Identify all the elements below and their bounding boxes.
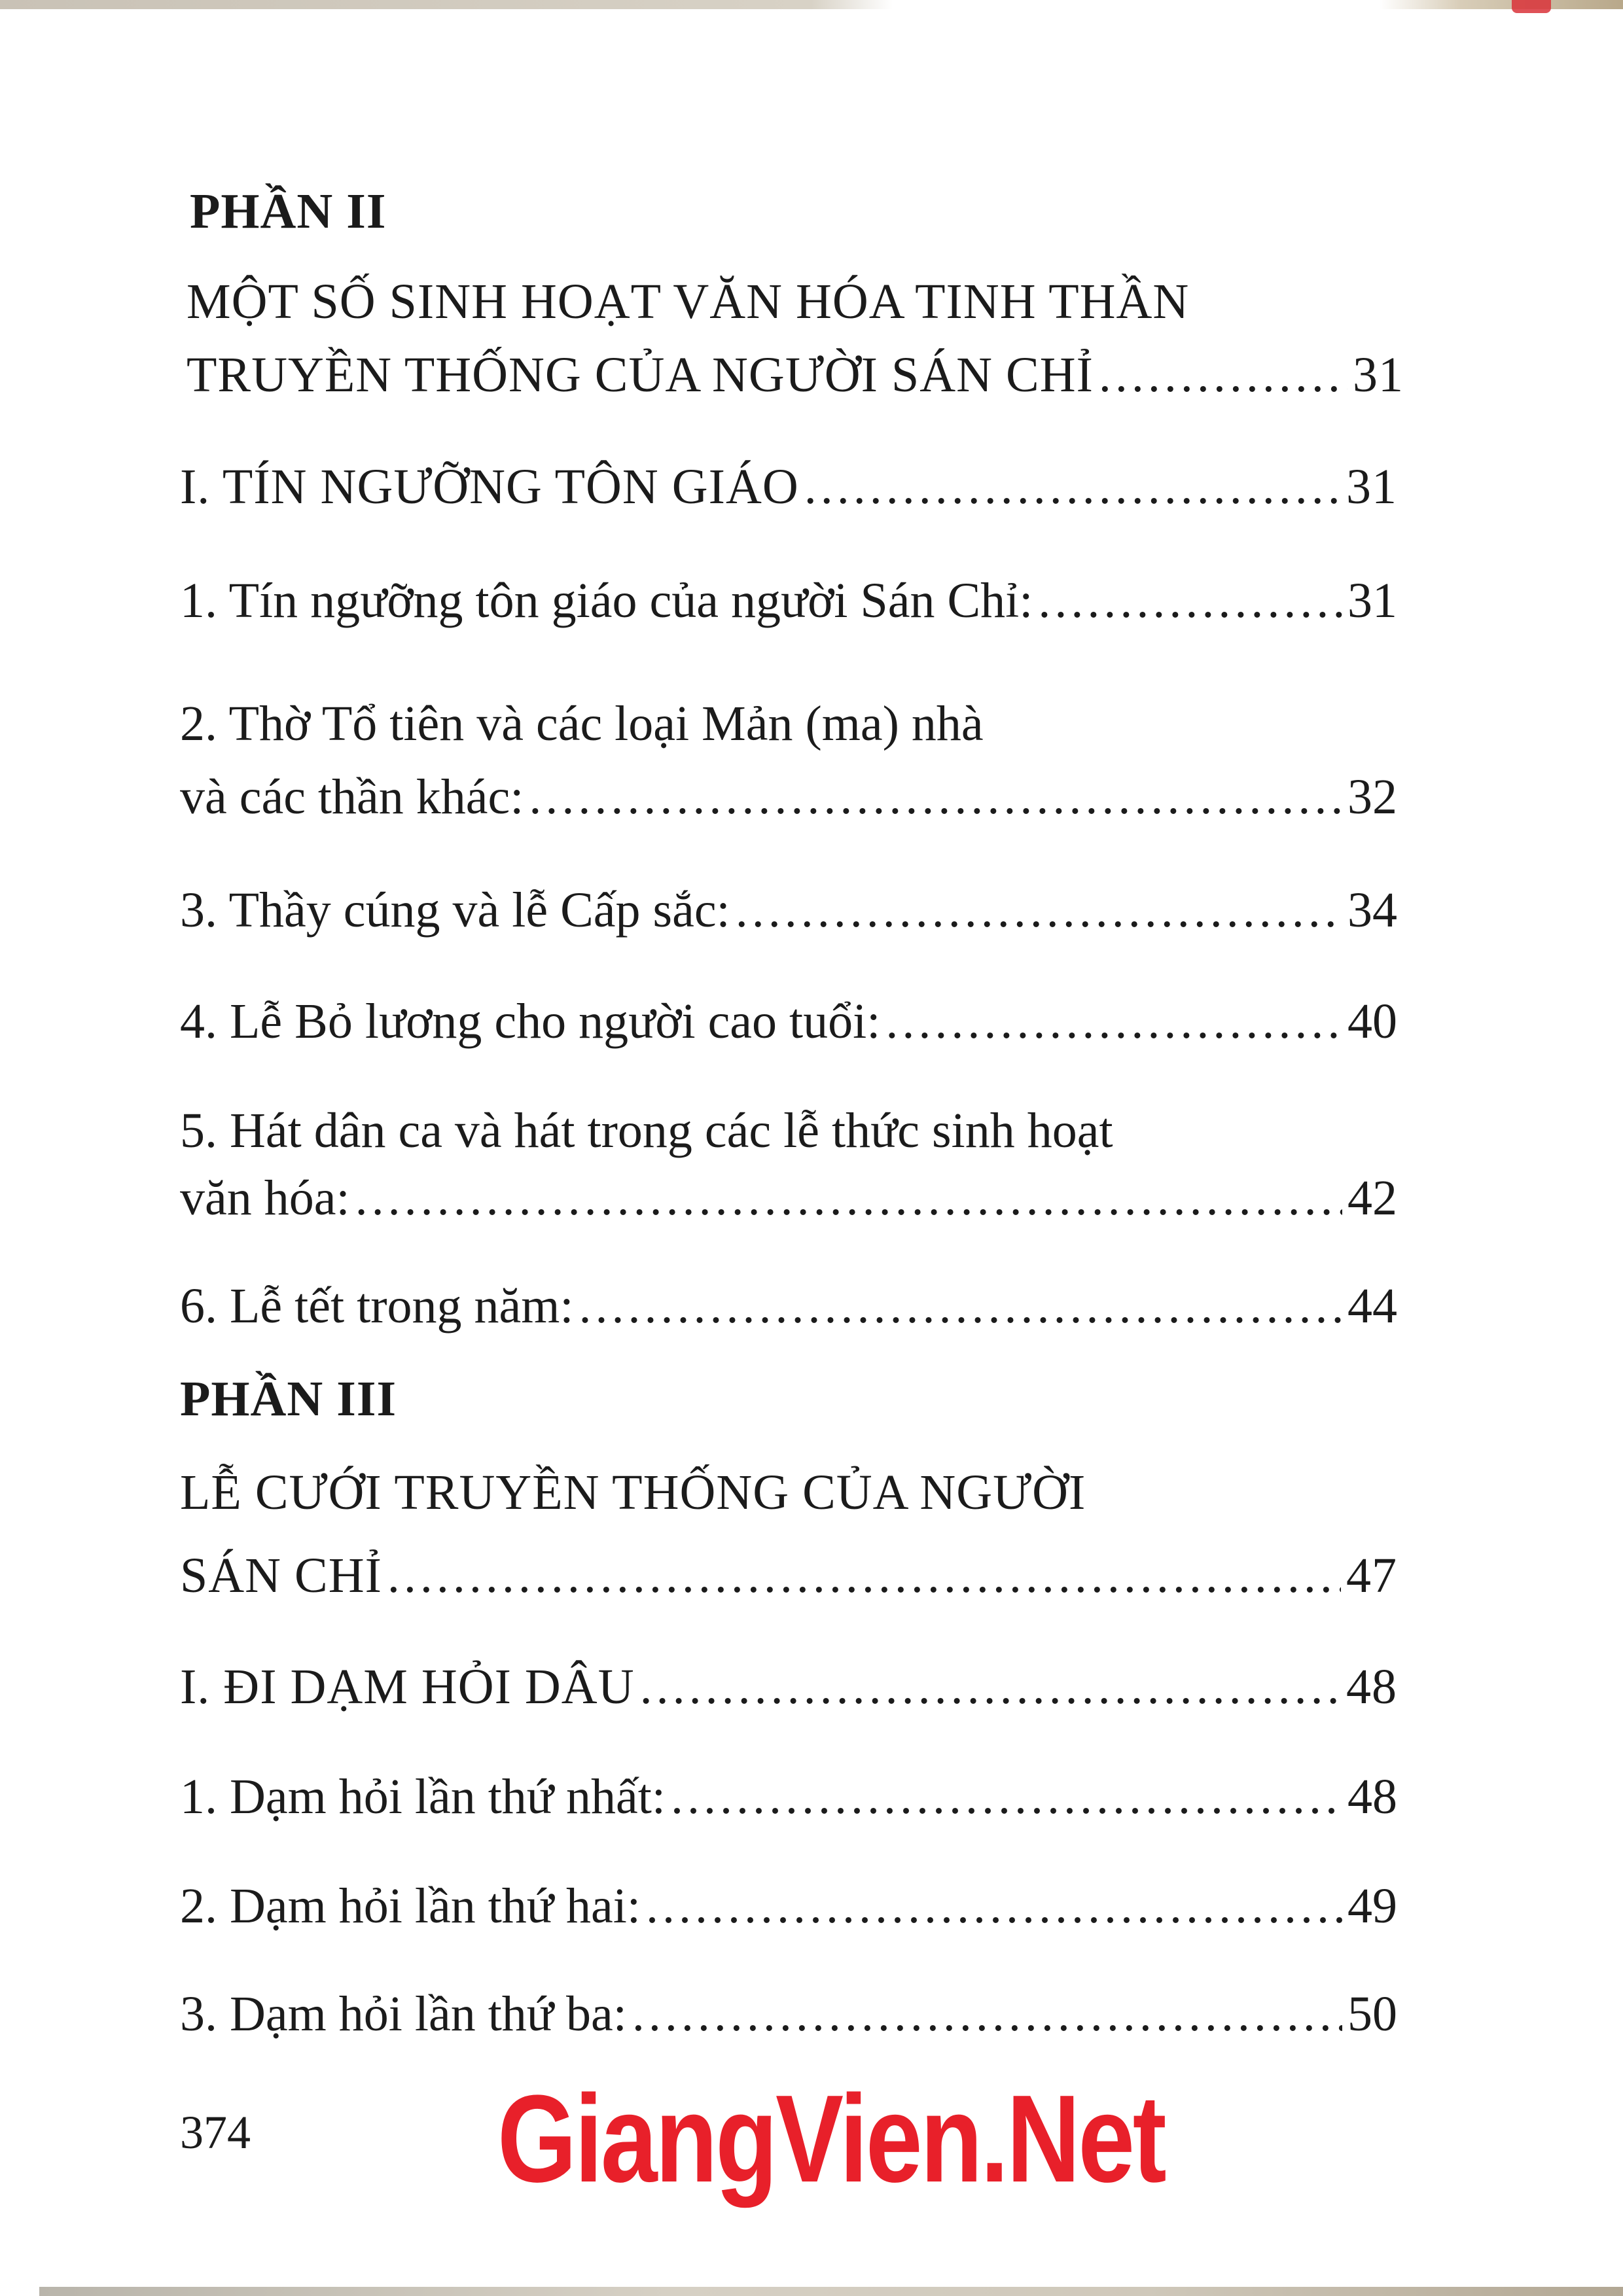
toc-entry-page: 34 [1347,883,1397,938]
leader-dots [646,1869,1342,1943]
toc-entry-line1: 5. Hát dân ca và hát trong các lễ thức sinh hoạt [180,1103,1113,1158]
part3-title-row[interactable] [180,1539,1397,1612]
toc-entry[interactable] [180,450,1397,523]
toc-entry-page: 31 [1346,459,1397,514]
part2-title-line1: MỘT SỐ SINH HOẠT VĂN HÓA TINH THẦN [187,274,1190,329]
toc-entry-page: 49 [1347,1879,1397,1934]
toc-entry-page: 31 [1347,573,1397,628]
toc-entry-text: I. ĐI DẠM HỎI DÂU [180,1659,635,1714]
toc-entry[interactable] [180,1161,1397,1235]
toc-entry-page: 40 [1347,994,1397,1049]
leader-dots [579,1269,1342,1343]
part2-label: PHẦN II [190,184,387,239]
toc-entry[interactable] [180,1869,1397,1943]
toc-entry[interactable] [180,1977,1397,2051]
leader-dots [355,1161,1342,1235]
leader-dots [387,1539,1341,1612]
toc-entry[interactable] [180,564,1397,637]
part3-label: PHẦN III [180,1371,397,1426]
toc-entry[interactable] [180,1269,1397,1343]
part2-page: 31 [1353,347,1404,402]
toc-entry[interactable] [180,760,1397,834]
leader-dots [671,1760,1342,1833]
toc-entry-page: 48 [1347,1769,1397,1824]
toc-entry-text: 4. Lễ Bỏ lương cho người cao tuổi: [180,994,881,1049]
leader-dots [804,450,1341,523]
toc-entry-text: 3. Dạm hỏi lần thứ ba: [180,1987,627,2041]
toc-entry-text: 1. Tín ngưỡng tôn giáo của người Sán Chỉ: [180,573,1033,628]
toc-entry[interactable] [180,985,1397,1058]
leader-dots [1099,338,1347,412]
leader-dots [885,985,1342,1058]
page-number: 374 [180,2106,251,2159]
toc-entry[interactable] [180,1650,1397,1723]
part2-title-line2: TRUYỀN THỐNG CỦA NGƯỜI SÁN CHỈ [187,347,1094,402]
toc-entry-page: 44 [1347,1279,1397,1333]
leader-dots [529,760,1342,834]
leader-dots [640,1650,1341,1723]
page-bottom-edge [39,2287,1623,2296]
part3-page: 47 [1346,1548,1397,1603]
toc-entry-page: 32 [1347,769,1397,824]
toc-entry-text: 2. Dạm hỏi lần thứ hai: [180,1879,641,1934]
part3-title-line2: SÁN CHỈ [180,1548,382,1603]
toc-entry-text: I. TÍN NGƯỠNG TÔN GIÁO [180,459,799,514]
toc-entry-page: 42 [1347,1171,1397,1226]
part2-title-row[interactable] [187,338,1404,412]
toc-entry-text: và các thần khác: [180,769,524,824]
toc-entry-page: 50 [1347,1987,1397,2041]
toc-entry-line1: 2. Thờ Tổ tiên và các loại Mản (ma) nhà [180,696,984,751]
toc-entry[interactable] [180,1760,1397,1833]
toc-entry-text: văn hóa: [180,1171,350,1226]
leader-dots [736,874,1342,947]
toc-entry-text: 6. Lễ tết trong năm: [180,1279,574,1333]
toc-entry-page: 48 [1346,1659,1397,1714]
toc-entry-text: 3. Thầy cúng và lễ Cấp sắc: [180,883,730,938]
part3-title-line1: LỄ CƯỚI TRUYỀN THỐNG CỦA NGƯỜI [180,1465,1086,1520]
toc-entry[interactable] [180,874,1397,947]
leader-dots [632,1977,1342,2051]
toc-entry-text: 1. Dạm hỏi lần thứ nhất: [180,1769,666,1824]
watermark-text: GiangVien.Net [497,2070,1165,2208]
leader-dots [1038,564,1342,637]
